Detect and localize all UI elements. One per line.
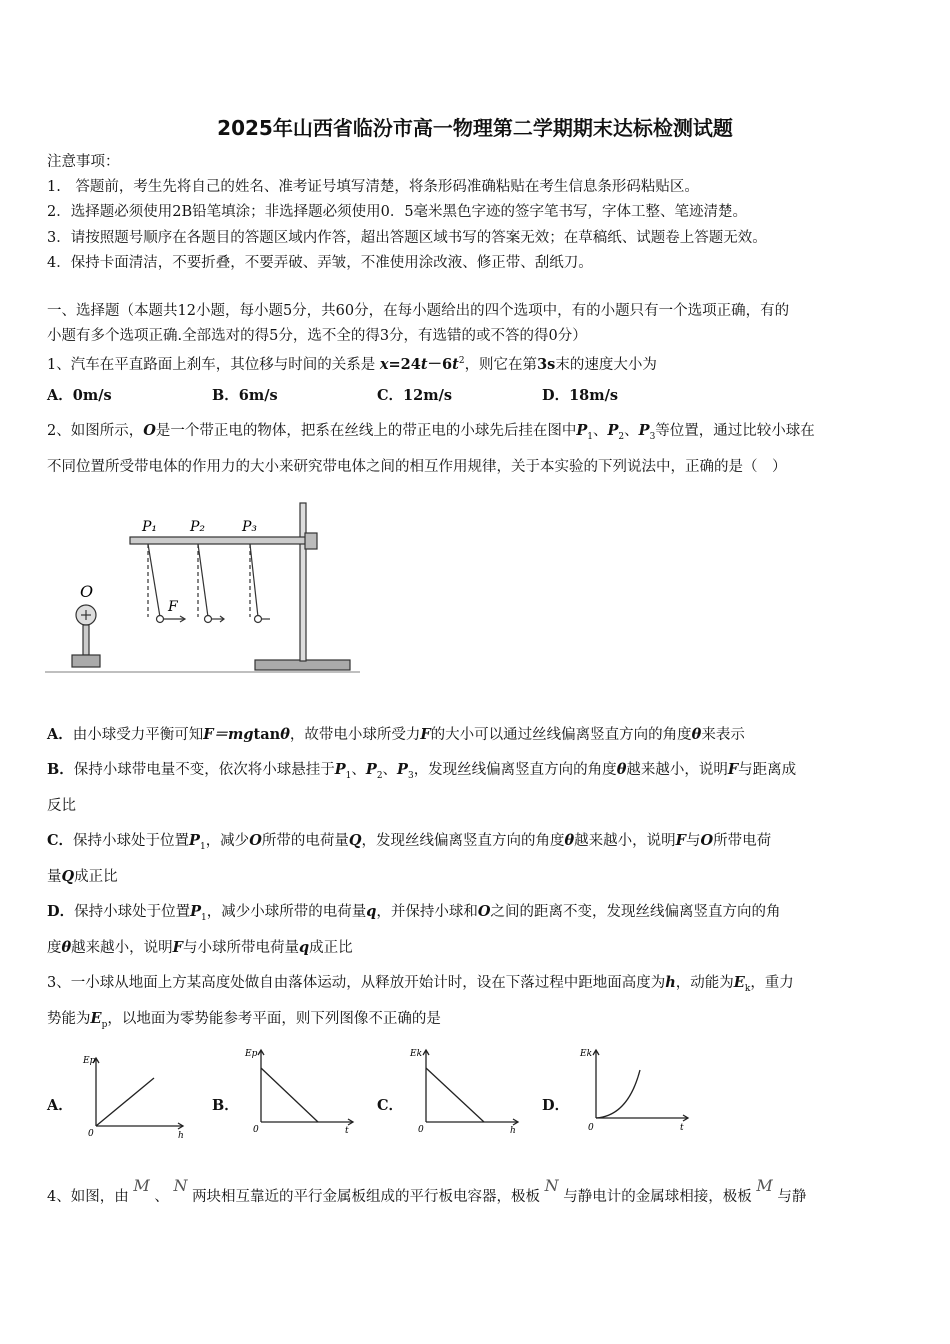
- notice-item: 3．请按照题号顺序在各题目的答题区域内作答，超出答题区域书写的答案无效；在草稿纸、试题卷上答题无效。: [47, 230, 767, 246]
- post-base: [72, 655, 100, 667]
- label-p2: P₂: [190, 519, 206, 535]
- q2-option-a[interactable]: A．由小球受力平衡可知F＝mgtanθ，故带电小球所受力F的大小可以通过丝线偏离竖直方向的角度θ来表示: [47, 726, 745, 743]
- q1-option-b[interactable]: B．6m/s: [212, 387, 278, 404]
- graph-d-xlabel: t: [680, 1123, 684, 1133]
- question-2-stem-line1: 2、如图所示，O是一个带正电的物体，把系在丝线上的带正电的小球先后挂在图中$P_1$、$P_2$、$P_3$等位置，通过比较小球在: [47, 422, 815, 442]
- q3-option-b-label[interactable]: B．: [212, 1097, 239, 1114]
- q1-option-c[interactable]: C．12m/s: [377, 387, 453, 404]
- symbol-m: M: [756, 1176, 773, 1195]
- graph-a-line: [96, 1078, 154, 1126]
- thread-p2: [198, 544, 208, 617]
- q1-formula: =24: [388, 355, 421, 373]
- q1-formula-t: t: [452, 355, 459, 373]
- q2-option-d-cont: 度θ越来越小，说明F与小球所带电荷量q成正比: [47, 939, 353, 956]
- question-2-stem-line2: 不同位置所受带电体的作用力的大小来研究带电体之间的相互作用规律，关于本实验的下列说法中，正确的是（ ）: [47, 459, 787, 475]
- label-f: F: [168, 599, 178, 615]
- graph-d-ylabel: Ek: [580, 1049, 593, 1059]
- stand-rod: [300, 503, 306, 661]
- graph-b-ylabel: Ep: [245, 1049, 258, 1059]
- notice-item: 1. 答题前，考生先将自己的姓名、准考证号填写清楚，将条形码准确粘贴在考生信息条形码粘贴区。: [47, 179, 699, 195]
- q1-formula: －6: [427, 355, 453, 373]
- symbol-n: N: [173, 1176, 188, 1195]
- graph-c-line: [426, 1068, 484, 1122]
- graph-a-ylabel: Ep: [83, 1056, 96, 1066]
- coulomb-apparatus-figure: [40, 495, 370, 680]
- q3-option-d-label[interactable]: D．: [542, 1097, 570, 1114]
- q1-time: 3s: [537, 355, 556, 373]
- notice-item: 4．保持卡面清洁，不要折叠，不要弄破、弄皱，不准使用涂改液、修正带、刮纸刀。: [47, 255, 593, 271]
- q3-option-a-label[interactable]: A．: [47, 1097, 73, 1114]
- ball-p1: [157, 616, 164, 623]
- q1-text: ，则它在第: [464, 356, 538, 373]
- graph-a-xlabel: h: [178, 1131, 184, 1141]
- notice-item: 2．选择题必须使用2B铅笔填涂；非选择题必须使用0．5毫米黑色字迹的签字笔书写，字体工整、笔迹清楚。: [47, 204, 748, 220]
- q1-formula-x: x: [379, 355, 389, 373]
- graph-b-line: [261, 1068, 318, 1122]
- section-heading-line2: 小题有多个选项正确.全部选对的得5分，选不全的得3分，有选错的或不答的得0分）: [47, 328, 587, 344]
- q1-option-d[interactable]: D．18m/s: [542, 387, 619, 404]
- q2-option-c[interactable]: C．保持小球处于位置$P_1$，减少O所带的电荷量Q，发现丝线偏离竖直方向的角度θ越来越小，说明F与O所带电荷: [47, 832, 772, 852]
- q2-option-b-cont: 反比: [47, 798, 76, 814]
- q2-option-b[interactable]: B．保持小球带电量不变，依次将小球悬挂于$P_1$、$P_2$、$P_3$，发现丝线偏离竖直方向的角度θ越来越小，说明F与距离成: [47, 761, 797, 781]
- q1-exponent: 2: [458, 356, 465, 366]
- clamp: [305, 533, 317, 549]
- graph-d-origin: 0: [588, 1123, 594, 1133]
- graph-c-xlabel: h: [510, 1126, 516, 1136]
- graph-a-origin: 0: [88, 1129, 94, 1139]
- horizontal-bar: [130, 537, 310, 544]
- q1-text: 1、汽车在平直路面上刹车，其位移与时间的关系是: [47, 356, 380, 373]
- symbol-m: M: [133, 1176, 150, 1195]
- q3-graph-c: [408, 1040, 523, 1138]
- q2-option-c-cont: 量Q成正比: [47, 868, 118, 885]
- question-3-stem-line2: 势能为$E_p$，以地面为零势能参考平面，则下列图像不正确的是: [47, 1010, 441, 1030]
- q3-graph-a: [78, 1048, 188, 1143]
- thread-p3: [250, 544, 258, 617]
- q3-option-c-label[interactable]: C．: [377, 1097, 404, 1114]
- question-4-stem: 4、如图，由 M 、 N 两块相互靠近的平行金属板组成的平行板电容器，极板 N 与静电计的金属球相接，极板 M 与静: [47, 1176, 807, 1205]
- question-3-stem-line1: 3、一小球从地面上方某高度处做自由落体运动，从释放开始计时，设在下落过程中距地面高度为h，动能为$E_k$，重力: [47, 974, 794, 994]
- graph-c-origin: 0: [418, 1125, 424, 1135]
- graph-d-curve: [596, 1070, 640, 1118]
- insulating-post: [83, 625, 89, 655]
- q1-option-a[interactable]: A．0m/s: [47, 387, 112, 404]
- label-p3: P₃: [242, 519, 258, 535]
- page-title: 2025年山西省临汾市高一物理第二学期期末达标检测试题: [217, 116, 733, 140]
- graph-b-xlabel: t: [345, 1126, 349, 1136]
- label-p1: P₁: [142, 519, 158, 535]
- label-o: O: [80, 582, 94, 601]
- graph-c-ylabel: Ek: [410, 1049, 423, 1059]
- q2-option-d[interactable]: D．保持小球处于位置$P_1$，减少小球所带的电荷量q，并保持小球和O之间的距离不变，发现丝线偏离竖直方向的角: [47, 903, 781, 923]
- question-1-stem: [47, 351, 657, 375]
- q3-graph-d: [578, 1040, 693, 1138]
- graph-b-origin: 0: [253, 1125, 259, 1135]
- q1-formula-t: t: [420, 355, 428, 373]
- ball-p3: [255, 616, 262, 623]
- ball-p2: [205, 616, 212, 623]
- thread-p1: [148, 544, 160, 617]
- q1-text: 末的速度大小为: [555, 356, 657, 373]
- symbol-n: N: [544, 1176, 559, 1195]
- q3-graph-b: [243, 1040, 358, 1138]
- section-heading-line1: 一、选择题（本题共12小题，每小题5分，共60分，在每小题给出的四个选项中，有的小题只有一个选项正确，有的: [47, 303, 790, 319]
- notice-heading: 注意事项：: [47, 154, 120, 170]
